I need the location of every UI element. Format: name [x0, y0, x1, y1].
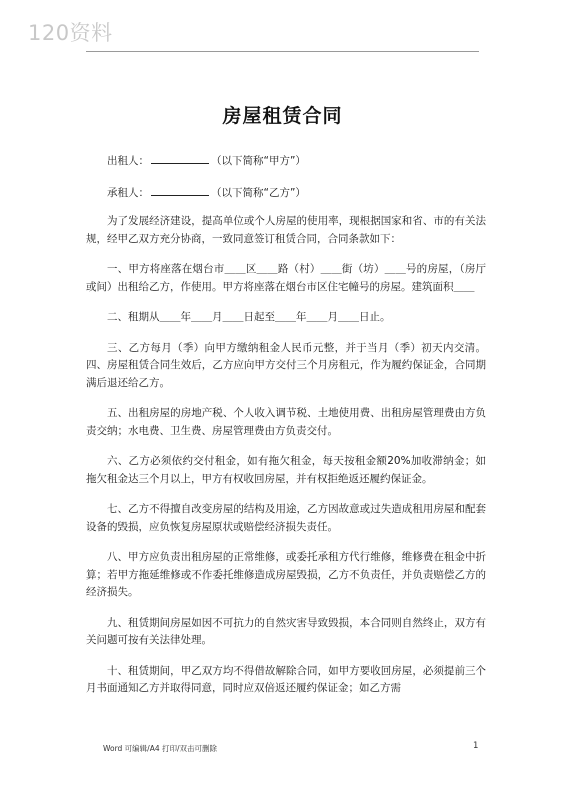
clause-1: 一、甲方将座落在烟台市＿＿区＿＿路（村）＿＿街（坊）＿＿号的房屋，（房厅或间）出租给乙方，作使用。甲方将座落在烟台市区住宅幢号的房屋。建筑面积＿＿	[86, 263, 486, 293]
clause-2: 二、租期从＿＿年＿＿月＿＿日起至＿＿年＿＿月＿＿日止。	[107, 311, 391, 323]
footer-note: Word 可编辑/A4 打印/双击可删除	[103, 744, 218, 753]
lessor-suffix: （以下简称“甲方”）	[211, 155, 306, 167]
clause-5: 五、出租房屋的房地产税、个人收入调节税、土地使用费、出租房屋管理费由方负责交纳；水电费、卫生费、房屋管理费由方负责交付。	[86, 407, 486, 437]
clause-7: 七、乙方不得擅自改变房屋的结构及用途，乙方因故意或过失造成租用房屋和配套设备的毁损，应负恢复房屋原状或赔偿经济损失责任。	[86, 503, 486, 533]
lessor-blank	[151, 153, 209, 164]
clause-3-4: 三、乙方每月（季）向甲方缴纳租金人民币元整，并于当月（季）初天内交清。四、房屋租赁合同生效后，乙方应向甲方交付三个月房租元，作为履约保证金，合同期满后退还给乙方。	[86, 341, 486, 389]
lessor-line	[107, 153, 306, 168]
page-number: 1	[473, 741, 479, 751]
lessee-label: 承租人：	[107, 187, 149, 199]
lessee-line	[107, 185, 306, 200]
lessee-blank	[151, 185, 209, 196]
document-title: 房屋租赁合同	[222, 105, 343, 127]
lessor-label: 出租人：	[107, 155, 149, 167]
intro-paragraph: 为了发展经济建设，提高单位或个人房屋的使用率，现根据国家和省、市的有关法规，经甲乙双方充分协商，一致同意签订租赁合同，合同条款如下：	[86, 215, 486, 245]
header-rule	[86, 51, 479, 52]
clause-8: 八、甲方应负责出租房屋的正常维修，或委托承租方代行维修，维修费在租金中折算；若甲方拖延维修或不作委托维修造成房屋毁损，乙方不负责任，并负责赔偿乙方的经济损失。	[86, 551, 486, 598]
contract-body	[86, 213, 486, 711]
clause-9: 九、租赁期间房屋如因不可抗力的自然灾害导致毁损，本合同则自然终止，双方有关问题可按有关法律处理。	[86, 616, 486, 646]
clause-6: 六、乙方必须依约交付租金，如有拖欠租金，每天按租金额20%加收滞纳金；如拖欠租金达三个月以上，甲方有权收回房屋，并有权拒绝返还履约保证金。	[86, 455, 486, 485]
clause-10: 十、租赁期间，甲乙双方均不得借故解除合同，如甲方要收回房屋，必须提前三个月书面通知乙方并取得同意，同时应双倍返还履约保证金；如乙方需	[86, 664, 486, 694]
watermark-text: 120资料	[28, 21, 113, 45]
lessee-suffix: （以下简称“乙方”）	[211, 187, 306, 199]
